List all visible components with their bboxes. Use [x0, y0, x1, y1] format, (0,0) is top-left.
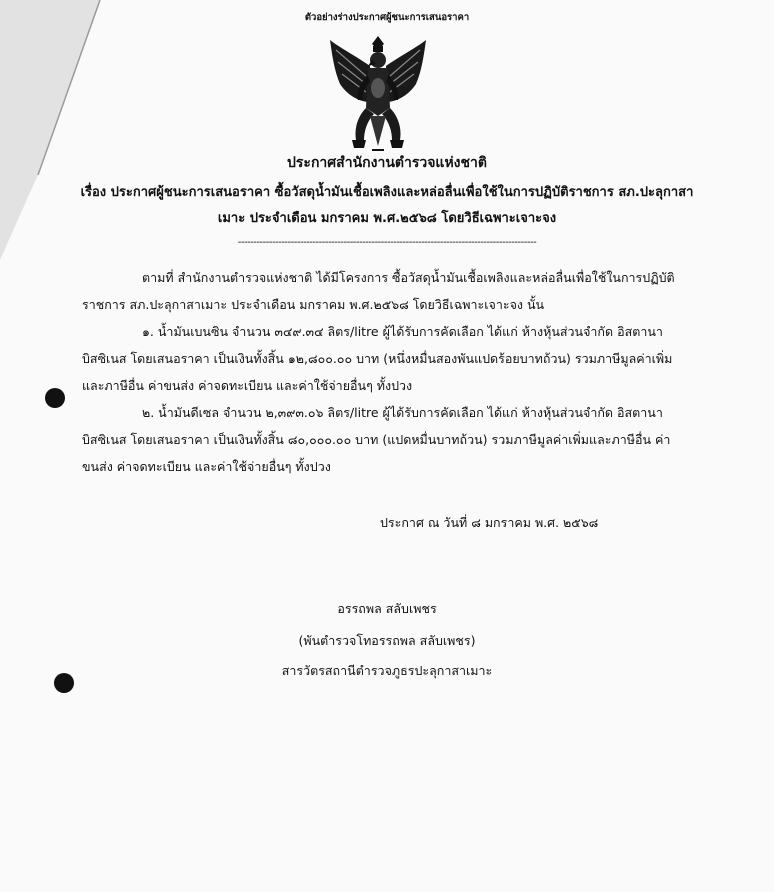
divider-line: ------------------------------------------------------------------------------------------------: [237, 237, 537, 248]
garuda-emblem-icon: [326, 36, 430, 154]
punch-hole: [45, 388, 65, 408]
document-title: ประกาศสำนักงานตำรวจแห่งชาติ: [287, 155, 487, 171]
signatory-name: อรรถพล สลับเพชร: [337, 601, 437, 616]
document-subject: [30, 180, 744, 232]
item-paragraph-1: ๑. น้ำมันเบนซิน จำนวน ๓๔๙.๓๔ ลิตร/litre ผู้ได้รับการคัดเลือก ได้แก่ ห้างหุ้นส่วนจำกัด อิสตานา บิสซิเนส โดยเสนอราคา เป็นเงินทั้งสิ้น ๑๒,๘๐๐.๐๐ บาท (หนึ่งหมื่นสองพันแปดร้อยบาทถ้วน) รวมภาษีมูลค่าเพิ่มและภาษีอื่น ค่าขนส่ง ค่าจดทะเบียน และค่าใช้จ่ายอื่นๆ ทั้งปวง: [82, 324, 673, 393]
document-body: [82, 264, 682, 480]
item-paragraph-2: ๒. น้ำมันดีเซล จำนวน ๒,๓๙๓.๐๖ ลิตร/litre ผู้ได้รับการคัดเลือก ได้แก่ ห้างหุ้นส่วนจำกัด อิสตานา บิสซิเนส โดยเสนอราคา เป็นเงินทั้งสิ้น ๘๐,๐๐๐.๐๐ บาท (แปดหมื่นบาทถ้วน) รวมภาษีมูลค่าเพิ่มและภาษีอื่น ค่าขนส่ง ค่าจดทะเบียน และค่าใช้จ่ายอื่นๆ ทั้งปวง: [82, 405, 671, 474]
intro-paragraph: ตามที่ สำนักงานตำรวจแห่งชาติ ได้มีโครงการ ซื้อวัสดุน้ำมันเชื้อเพลิงและหล่อลื่นเพื่อใช้ในการปฏิบัติราชการ สภ.ปะลุกาสาเมาะ ประจำเดือน มกราคม พ.ศ.๒๕๖๘ โดยวิธีเฉพาะเจาะจง นั้น: [82, 270, 675, 312]
punch-hole: [54, 673, 74, 693]
subject-line-1: เรื่อง ประกาศผู้ชนะการเสนอราคา ซื้อวัสดุน้ำมันเชื้อเพลิงและหล่อลื่นเพื่อใช้ในการปฏิบัติราชการ สภ.ปะลุกาสา: [80, 185, 694, 200]
subject-line-2: เมาะ ประจำเดือน มกราคม พ.ศ.๒๕๖๘ โดยวิธีเฉพาะเจาะจง: [217, 211, 557, 226]
draft-header-note: ตัวอย่างร่างประกาศผู้ชนะการเสนอราคา: [304, 12, 470, 23]
signatory-position: สารวัตรสถานีตำรวจภูธรปะลุกาสาเมาะ: [281, 663, 493, 678]
signatory-full-rank: (พันตำรวจโทอรรถพล สลับเพชร): [298, 633, 476, 648]
announcement-date: ประกาศ ณ วันที่ ๘ มกราคม พ.ศ. ๒๕๖๘: [380, 515, 599, 530]
